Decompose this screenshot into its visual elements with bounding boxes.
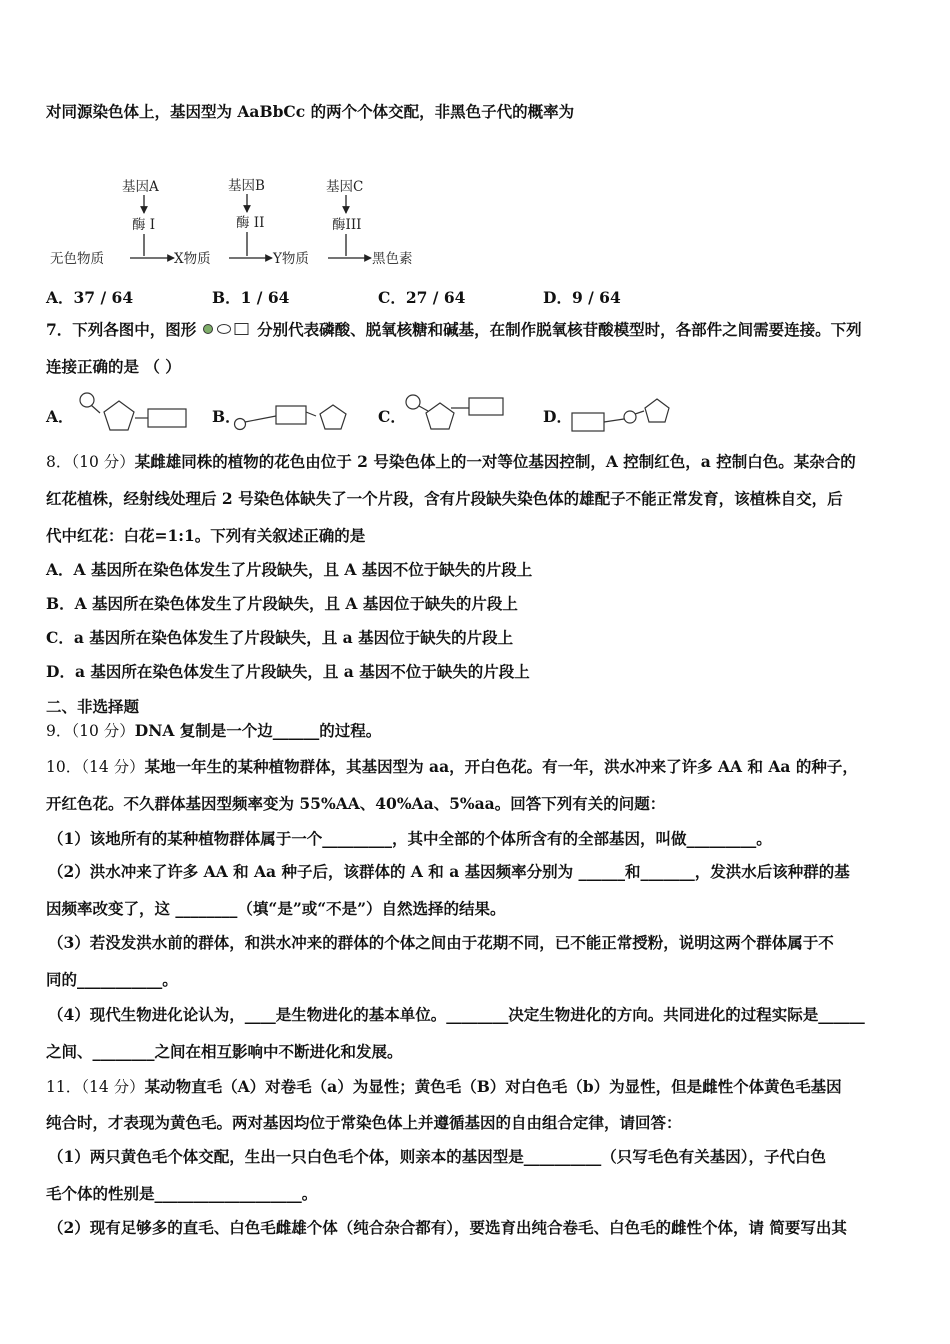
substance-colorless: 无色物质 bbox=[50, 251, 104, 267]
q9-line bbox=[46, 721, 381, 741]
q10-part-2a: （2）洪水冲来了许多 AA 和 Aa 种子后，该群体的 A 和 a 基因频率分别为 ______和_______，发洪水后该种群的基 bbox=[48, 862, 850, 881]
q7-option-d-label: D． bbox=[543, 407, 572, 426]
q8-option-b: B．A 基因所在染色体发生了片段缺失，且 A 基因位于缺失的片段上 bbox=[46, 594, 518, 613]
q10-part-1: （1）该地所有的某种植物群体属于一个_________，其中全部的个体所含有的全部基因，叫做_________。 bbox=[48, 829, 772, 848]
enzyme-1-label: 酶 I bbox=[132, 217, 156, 233]
q7-option-a-diagram bbox=[76, 391, 192, 435]
q11-part-2: （2）现有足够多的直毛、白色毛雌雄个体（纯合杂合都有），要选育出纯合卷毛、白色毛的雌性个体，请 简要写出其 bbox=[48, 1218, 847, 1237]
q8-stem-1: 某雌雄同株的植物的花色由位于 2 号染色体上的一对等位基因控制，A 控制红色，a 控制白色。某杂合的 bbox=[134, 452, 856, 471]
q8-line-1 bbox=[46, 452, 856, 472]
q11-part-1b: 毛个体的性别是___________________。 bbox=[46, 1184, 318, 1203]
q7-option-b-label: B． bbox=[212, 407, 241, 426]
q7-stem-a: 7．下列各图中，图形 bbox=[46, 320, 197, 339]
q11-part-1a: （1）两只黄色毛个体交配，生出一只白色毛个体，则亲本的基因型是__________（只写毛色有关基因），子代白色 bbox=[48, 1147, 827, 1166]
q10-part-3a: （3）若没发洪水前的群体，和洪水冲来的群体的个体之间由于花期不同，已不能正常授粉，说明这两个群体属于不 bbox=[48, 933, 834, 952]
component-shapes-legend bbox=[202, 322, 252, 336]
q6-option-c: C．27 / 64 bbox=[378, 288, 466, 307]
q10-number: 10．（14 分） bbox=[46, 758, 145, 776]
q8-option-c: C．a 基因所在染色体发生了片段缺失，且 a 基因位于缺失的片段上 bbox=[46, 628, 514, 647]
q8-option-a: A．A 基因所在染色体发生了片段缺失，且 A 基因不位于缺失的片段上 bbox=[46, 560, 533, 579]
pathway-diagram bbox=[46, 172, 446, 272]
enzyme-2-label: 酶 II bbox=[236, 215, 265, 231]
q6-stem: 对同源染色体上，基因型为 AaBbCc 的两个个体交配，非黑色子代的概率为 bbox=[46, 102, 575, 121]
q7-option-c-label: C． bbox=[378, 407, 406, 426]
q8-number: 8．（10 分） bbox=[46, 453, 135, 471]
q8-line-2: 红花植株，经射线处理后 2 号染色体缺失了一个片段，含有片段缺失染色体的雄配子不能正常发育，该植株自交，后 bbox=[46, 489, 843, 508]
substance-x: X物质 bbox=[174, 251, 211, 267]
substance-melanin: 黑色素 bbox=[372, 251, 413, 267]
q7-option-c-diagram bbox=[402, 391, 510, 435]
q10-part-4a: （4）现代生物进化论认为，____是生物进化的基本单位。________决定生物进化的方向。共同进化的过程实际是______ bbox=[48, 1005, 865, 1024]
q7-line-2: 连接正确的是 （ ） bbox=[46, 357, 181, 376]
q7-option-a-label: A． bbox=[46, 407, 74, 426]
q8-line-3: 代中红花：白花=1:1。下列有关叙述正确的是 bbox=[46, 526, 366, 545]
q9-text: DNA 复制是一个边______的过程。 bbox=[134, 721, 382, 740]
q11-stem-1: 某动物直毛（A）对卷毛（a）为显性；黄色毛（B）对白色毛（b）为显性，但是雌性个体黄色毛基因 bbox=[144, 1077, 842, 1096]
q8-option-d: D．a 基因所在染色体发生了片段缺失，且 a 基因不位于缺失的片段上 bbox=[46, 662, 530, 681]
q7-line-1 bbox=[46, 320, 862, 340]
gene-b-label: 基因B bbox=[228, 178, 265, 194]
q11-line-1 bbox=[46, 1077, 842, 1097]
enzyme-3-label: 酶III bbox=[332, 217, 362, 233]
section-heading: 二、非选择题 bbox=[46, 697, 140, 716]
q10-line-2: 开红色花。不久群体基因型频率变为 55%AA、40%Aa、5%aa。回答下列有关的问题： bbox=[46, 794, 666, 813]
q6-option-d: D．9 / 64 bbox=[543, 288, 621, 307]
q6-option-b: B．1 / 64 bbox=[212, 288, 290, 307]
q9-number: 9．（10 分） bbox=[46, 722, 135, 740]
q10-part-4b: 之间、________之间在相互影响中不断进化和发展。 bbox=[46, 1042, 403, 1061]
q10-stem-1: 某地一年生的某种植物群体，其基因型为 aa，开白色花。有一年，洪水冲来了许多 AA 和 Aa 的种子， bbox=[144, 757, 858, 776]
q10-line-1 bbox=[46, 757, 858, 777]
substance-y: Y物质 bbox=[273, 251, 309, 267]
q7-option-d-diagram bbox=[570, 395, 674, 435]
q10-part-3b: 同的___________。 bbox=[46, 970, 178, 989]
gene-c-label: 基因C bbox=[326, 179, 364, 195]
gene-a-label: 基因A bbox=[122, 179, 159, 195]
q11-number: 11．（14 分） bbox=[46, 1078, 145, 1096]
q7-option-b-diagram bbox=[232, 399, 352, 435]
q6-option-a: A．37 / 64 bbox=[46, 288, 134, 307]
q7-stem-b: 分别代表磷酸、脱氧核糖和碱基，在制作脱氧核苷酸模型时，各部件之间需要连接。下列 bbox=[257, 320, 862, 339]
q10-part-2b: 因频率改变了，这 ________（填“是”或“不是”）自然选择的结果。 bbox=[46, 899, 506, 918]
q11-line-2: 纯合时，才表现为黄色毛。两对基因均位于常染色体上并遵循基因的自由组合定律，请回答： bbox=[46, 1113, 682, 1132]
